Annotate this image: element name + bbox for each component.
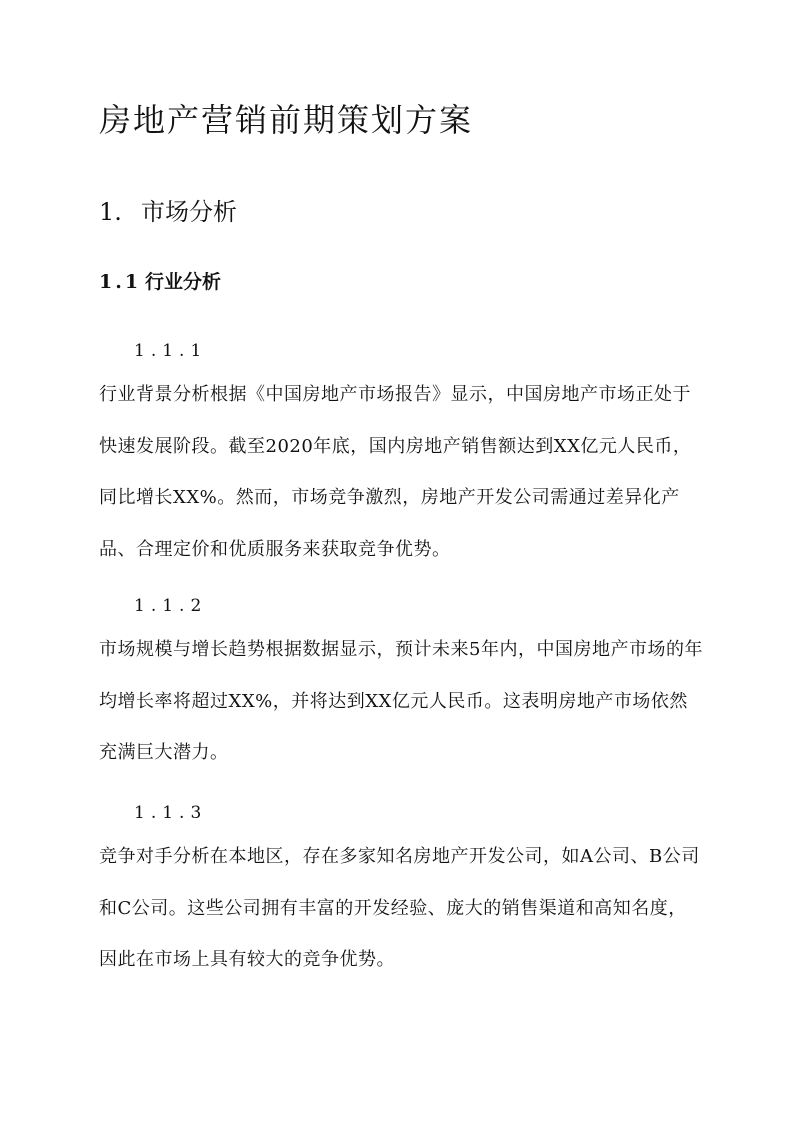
document-title: 房地产营销前期策划方案 [99, 101, 474, 139]
subsection-number: 1.1 [99, 271, 142, 293]
section-number: 1. [99, 198, 122, 226]
section-title: 市场分析 [141, 198, 237, 226]
item-number-1-1-2: 1.1.2 [134, 596, 208, 616]
subsection-heading [99, 268, 221, 296]
item-paragraph-1-1-1: 行业背景分析根据《中国房地产市场报告》显示，中国房地产市场正处于快速发展阶段。截至2020年底，国内房地产销售额达到XX亿元人民币，同比增长XX%。然而，市场竞争激烈，房地产开发公司需通过差异化产品、合理定价和优质服务来获取竞争优势。 [99, 384, 692, 560]
item-paragraph-1-1-2: 市场规模与增长趋势根据数据显示，预计未来5年内，中国房地产市场的年均增长率将超过XX%，并将达到XX亿元人民币。这表明房地产市场依然充满巨大潜力。 [99, 639, 703, 763]
subsection-title: 行业分析 [145, 271, 222, 293]
section-heading [99, 195, 237, 229]
item-number-1-1-3: 1.1.3 [134, 803, 208, 823]
item-number-1-1-1: 1.1.1 [134, 341, 208, 361]
item-paragraph-1-1-3: 竞争对手分析在本地区，存在多家知名房地产开发公司，如A公司、B公司和C公司。这些公司拥有丰富的开发经验、庞大的销售渠道和高知名度，因此在市场上具有较大的竞争优势。 [99, 846, 700, 970]
